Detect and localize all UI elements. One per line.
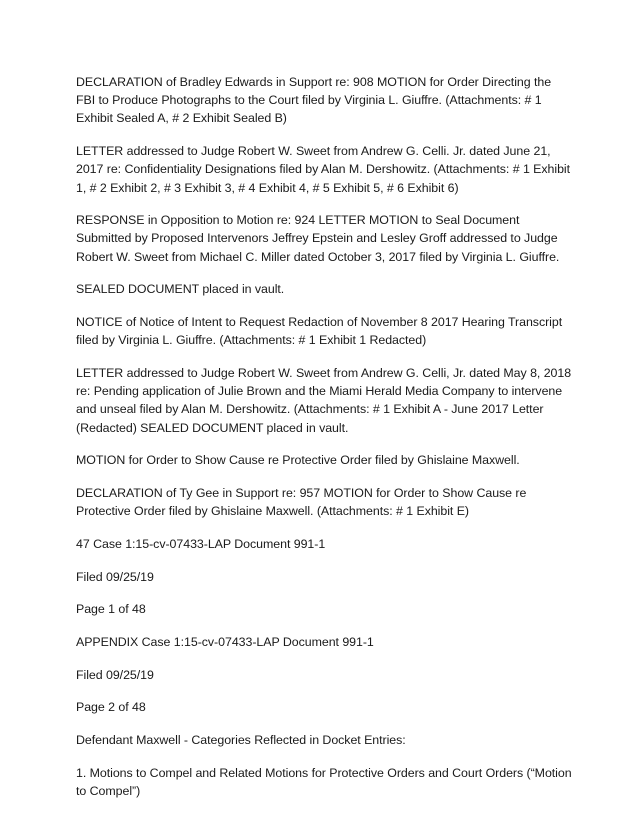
docket-entry-motion-show-cause: MOTION for Order to Show Cause re Protective Order filed by Ghislaine Maxwell. [76,453,520,468]
docket-entry-celli-letter-may: LETTER addressed to Judge Robert W. Sweet from Andrew G. Celli, Jr. dated May 8, 2018 re: Pending application of Julie Brown and the Miami Herald Media Company to intervene and unseal filed by Alan M. Dershowitz. (Attachments: # 1 Exhibit A - June 2017 Letter (Redacted) SEALED DOCUMENT placed in vault. [76,365,572,435]
filed-date: Filed 09/25/19 [76,569,154,584]
page-number: Page 1 of 48 [76,602,146,617]
category-item: 1. Motions to Compel and Related Motions for Protective Orders and Court Orders (“Motion to Compel”) [76,765,572,798]
docket-entry-notice-redaction: NOTICE of Notice of Intent to Request Redaction of November 8 2017 Hearing Transcript filed by Virginia L. Giuffre. (Attachments: # 1 Exhibit 1 Redacted) [76,315,563,348]
docket-entry-edwards-declaration: DECLARATION of Bradley Edwards in Support re: 908 MOTION for Order Directing the FBI to Produce Photographs to the Court filed by Virginia L. Giuffre. (Attachments: # 1 Exhibit Sealed A, # 2 Exhibit Sealed B) [76,75,552,126]
docket-entry-response-opposition: RESPONSE in Opposition to Motion re: 924 LETTER MOTION to Seal Document Submitted by Proposed Intervenors Jeffrey Epstein and Lesley Groff addressed to Judge Robert W. Sweet from Michael C. Miller dated October 3, 2017 filed by Virginia L. Giuffre. [76,213,560,264]
filed-date: Filed 09/25/19 [76,667,154,682]
page-number: Page 2 of 48 [76,700,146,715]
section-heading: Defendant Maxwell - Categories Reflected in Docket Entries: [76,733,406,748]
case-header-line: 47 Case 1:15-cv-07433-LAP Document 991-1 [76,536,326,551]
docket-entry-gee-declaration: DECLARATION of Ty Gee in Support re: 957 MOTION for Order to Show Cause re Protective Order filed by Ghislaine Maxwell. (Attachments: # 1 Exhibit E) [76,485,527,519]
docket-entry-sealed-document: SEALED DOCUMENT placed in vault. [76,282,285,297]
docket-entry-celli-letter-june: LETTER addressed to Judge Robert W. Sweet from Andrew G. Celli. Jr. dated June 21, 2017 re: Confidentiality Designations filed by Alan M. Dershowitz. (Attachments: # 1 Exhibit 1, # 2 Exhibit 2, # 3 Exhibit 3, # 4 Exhibit 4, # 5 Exhibit 5, # 6 Exhibit 6) [76,144,571,195]
appendix-case-header: APPENDIX Case 1:15-cv-07433-LAP Document 991-1 [76,634,374,649]
